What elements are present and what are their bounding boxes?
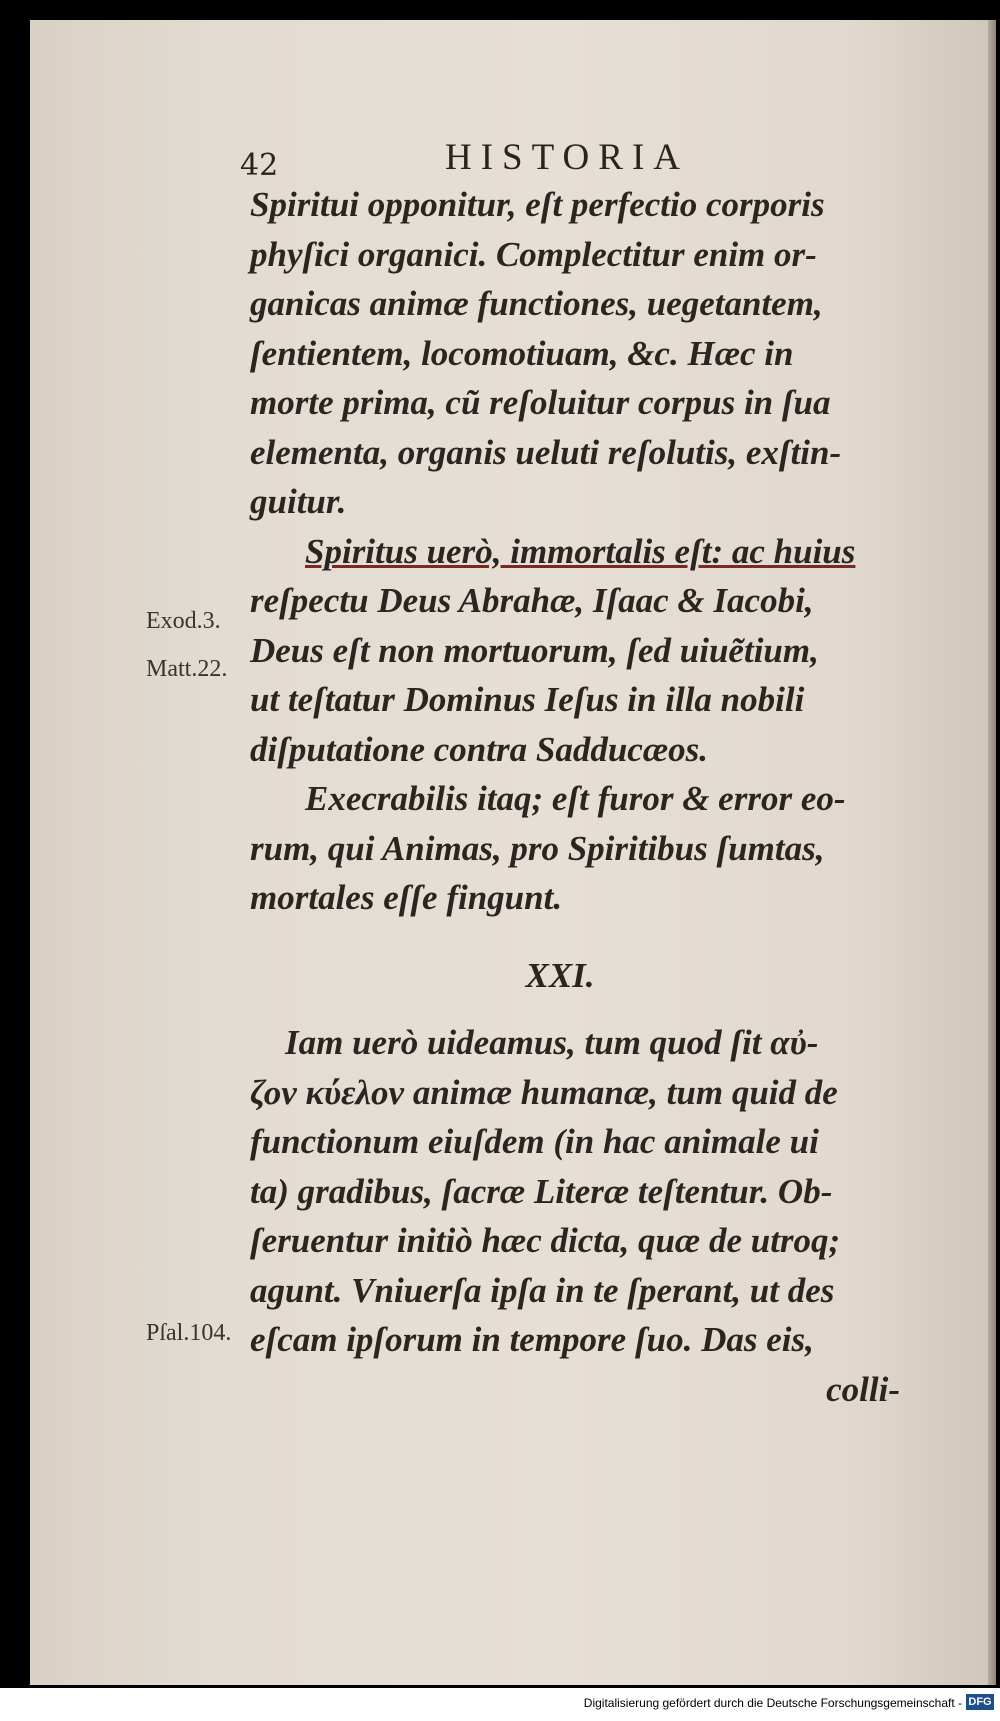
text-line: morte prima, cũ reſoluitur corpus in ſua	[250, 383, 831, 422]
spacer	[250, 1000, 930, 1018]
text-line: phyſici organici. Complectitur enim or-	[250, 234, 817, 274]
text-line: diſputatione contra Sadducæos.	[250, 729, 708, 769]
spacer	[250, 923, 930, 951]
dfg-logo-icon: DFG	[966, 1694, 994, 1710]
text-line: mortales eſſe fingunt.	[250, 878, 563, 917]
text-line: eſcam ipſorum in tempore ſuo. Das eis,	[250, 1320, 814, 1359]
page-edge	[988, 20, 996, 1685]
footer-credit: Digitalisierung gefördert durch die Deutsche Forschungsgemeinschaft -	[583, 1696, 962, 1710]
page-number: 42	[240, 148, 279, 183]
text-line: ganicas animæ functiones, uegetantem,	[250, 284, 823, 323]
text-line: functionum eiuſdem (in hac animale ui	[250, 1122, 819, 1161]
text-line: reſpectu Deus Abrahæ, Iſaac & Iacobi,	[250, 581, 814, 620]
margin-note-exod: Exod.3.	[146, 608, 221, 634]
text-line: elementa, organis ueluti reſolutis, exſtin-	[250, 432, 842, 472]
margin-note-psal: Pſal.104.	[146, 1320, 232, 1346]
section-heading: XXI.	[525, 955, 595, 995]
margin-note-matt: Matt.22.	[146, 656, 228, 682]
footer-bar	[0, 1688, 1000, 1721]
text-line: ſentientem, locomotiuam, &c. Hæc in	[250, 333, 794, 373]
text-line: rum, qui Animas, pro Spiritibus ſumtas,	[250, 828, 825, 868]
text-line: guitur.	[250, 482, 347, 521]
body-text	[250, 180, 930, 1414]
text-line: ta) gradibus, ſacræ Literæ teſtentur. Ob-	[250, 1171, 833, 1211]
book-page	[30, 20, 996, 1685]
text-line: ſeruentur initiò hæc dicta, quæ de utroq;	[250, 1221, 841, 1260]
text-line: ut teſtatur Dominus Ieſus in illa nobili	[250, 680, 805, 719]
catchword: colli-	[826, 1369, 900, 1409]
text-line: ζον κύελον animæ humanæ, tum quid de	[250, 1072, 838, 1112]
text-line: Spiritui opponitur, eſt perfectio corporis	[250, 185, 825, 224]
text-line: Deus eſt non mortuorum, ſed uiuẽtium,	[250, 630, 819, 670]
running-head: HISTORIA	[445, 137, 689, 178]
text-line: Iam uerò uideamus, tum quod ſit αὐ-	[285, 1023, 819, 1062]
text-line: Execrabilis itaq; eſt furor & error eo-	[305, 779, 846, 818]
text-line: agunt. Vniuerſa ipſa in te ſperant, ut des	[250, 1270, 835, 1310]
text-line: Spiritus uerò, immortalis eſt: ac huius	[305, 531, 856, 571]
